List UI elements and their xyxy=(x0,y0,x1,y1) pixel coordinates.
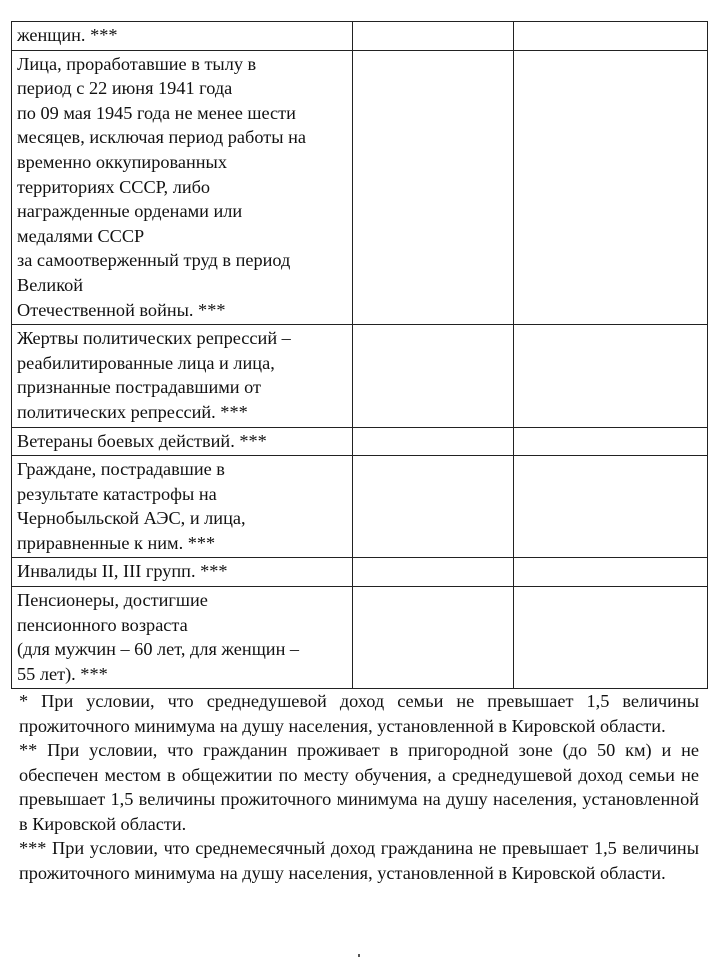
table-cell-category: Жертвы политических репрессий – реабилитированные лица и лица, признанные пострадавшими от политических репрессий. *** xyxy=(12,325,353,427)
table-cell-category: женщин. *** xyxy=(12,22,353,51)
table-cell-empty xyxy=(513,456,707,558)
footnote-2: ** При условии, что гражданин проживает в пригородной зоне (до 50 км) и не обеспечен местом в общежитии по месту обучения, а среднедушевой доход семьи не превышает 1,5 величины прожиточного минимума на душу населения, установленной в Кировской области. xyxy=(19,740,699,834)
table-row xyxy=(12,427,708,456)
table-cell-empty xyxy=(353,456,513,558)
table-cell-category: Инвалиды II, III групп. *** xyxy=(12,558,353,587)
footnotes xyxy=(19,689,699,885)
table-cell-empty xyxy=(513,22,707,51)
table-row xyxy=(12,456,708,558)
table-row xyxy=(12,50,708,325)
table-cell-empty xyxy=(513,587,707,689)
benefits-table xyxy=(11,21,708,689)
table-cell-empty xyxy=(513,50,707,325)
table-cell-category: Пенсионеры, достигшие пенсионного возраста (для мужчин – 60 лет, для женщин – 55 лет). *** xyxy=(12,587,353,689)
table-cell-empty xyxy=(513,427,707,456)
table-cell-category: Граждане, пострадавшие в результате катастрофы на Чернобыльской АЭС, и лица, приравненные к ним. *** xyxy=(12,456,353,558)
table-cell-empty xyxy=(353,50,513,325)
table-row xyxy=(12,22,708,51)
footnote-1: * При условии, что среднедушевой доход семьи не превышает 1,5 величины прожиточного минимума на душу населения, установленной в Кировской области. xyxy=(19,691,699,736)
table-row xyxy=(12,558,708,587)
page-mark xyxy=(358,954,360,957)
table-cell-empty xyxy=(353,587,513,689)
table-cell-empty xyxy=(353,558,513,587)
table-cell-empty xyxy=(353,427,513,456)
table-row xyxy=(12,325,708,427)
table-cell-empty xyxy=(353,22,513,51)
footnote-3: *** При условии, что среднемесячный доход гражданина не превышает 1,5 величины прожиточного минимума на душу населения, установленной в Кировской области. xyxy=(19,838,699,883)
table-cell-empty xyxy=(513,325,707,427)
table-cell-category: Лица, проработавшие в тылу в период с 22 июня 1941 года по 09 мая 1945 года не менее шести месяцев, исключая период работы на временно оккупированных территориях СССР, либо награжденные орденами или медалями СССР за самоотверженный труд в период Великой Отечественной войны. *** xyxy=(12,50,353,325)
table-cell-empty xyxy=(353,325,513,427)
table-cell-empty xyxy=(513,558,707,587)
table-row xyxy=(12,587,708,689)
table-cell-category: Ветераны боевых действий. *** xyxy=(12,427,353,456)
